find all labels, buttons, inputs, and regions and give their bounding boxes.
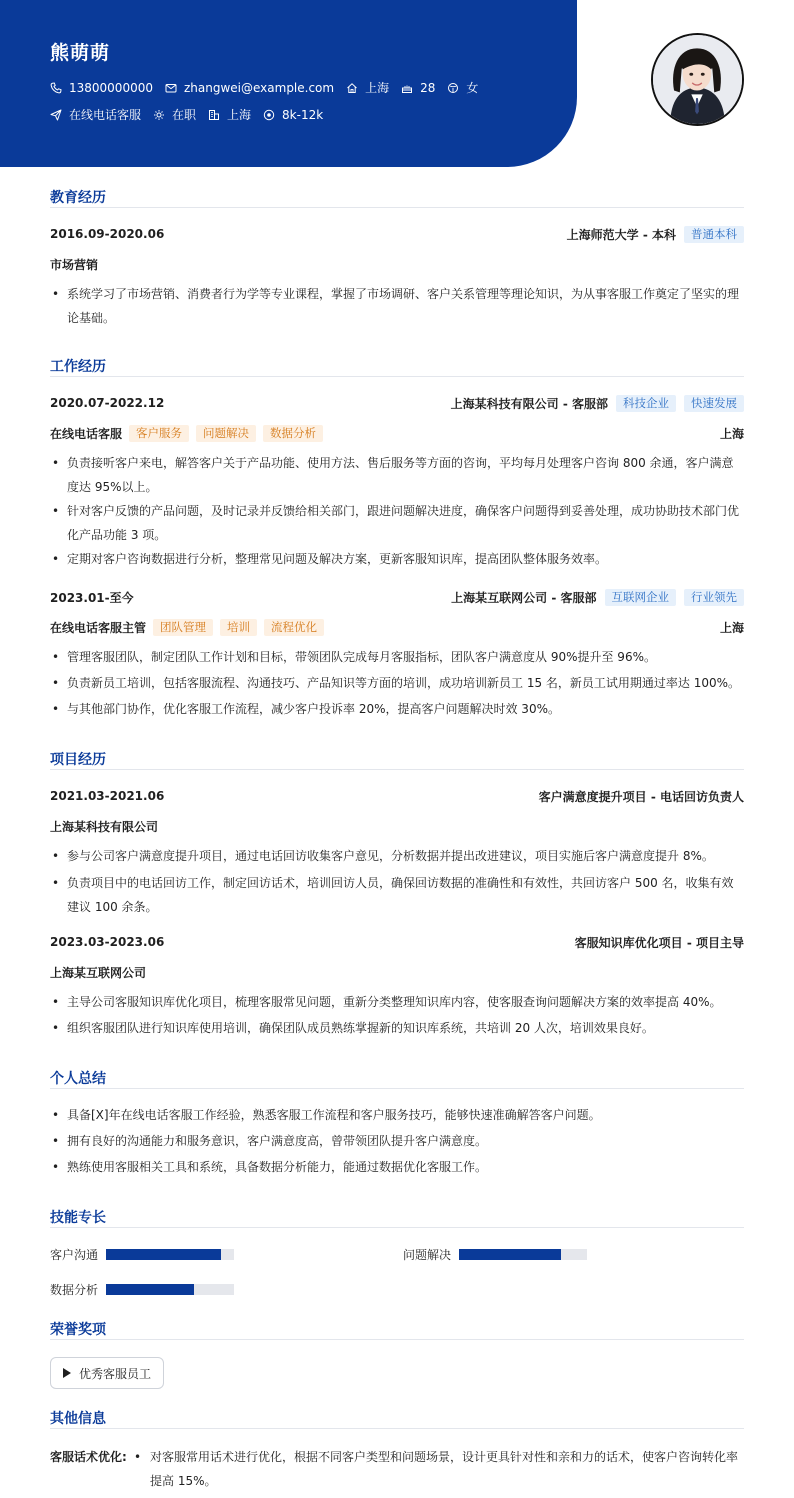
phone-text: 13800000000 xyxy=(69,81,153,95)
education-section-title: 教育经历 xyxy=(50,190,106,206)
role-tag: 客户服务 xyxy=(129,425,189,442)
gear-icon xyxy=(153,109,165,121)
project-header-row-1 xyxy=(50,787,744,805)
project-company: 上海某互联网公司 xyxy=(50,965,147,980)
target-job-info xyxy=(50,107,141,123)
section-divider xyxy=(50,769,744,770)
skill-bar-fill xyxy=(106,1249,221,1260)
gender-text: 女 xyxy=(466,81,479,95)
work-section-title: 工作经历 xyxy=(50,359,106,375)
avatar-photo xyxy=(653,35,742,124)
education-school: 上海师范大学 - 本科 xyxy=(566,227,676,242)
skill-name: 客户沟通 xyxy=(50,1248,99,1262)
cake-icon xyxy=(401,82,413,94)
other-info-row xyxy=(50,1445,744,1493)
role-tag: 数据分析 xyxy=(263,425,323,442)
project-bullet: • 主导公司客服知识库优化项目，梳理客服常见问题，重新分类整理知识库内容，使客服查询问题解决方案的效率提高 40%。 xyxy=(50,990,744,1014)
skill-bar-fill xyxy=(459,1249,561,1260)
education-major: 市场营销 xyxy=(50,257,99,272)
awards-section-title: 荣誉奖项 xyxy=(50,1322,106,1338)
skill-item xyxy=(50,1246,234,1263)
section-divider xyxy=(50,207,744,208)
education-period: 2016.09-2020.06 xyxy=(50,227,165,241)
project-name: 客户满意度提升项目 - 电话回访负责人 xyxy=(538,789,744,804)
target-city-text: 上海 xyxy=(227,108,252,122)
work-period: 2023.01-至今 xyxy=(50,590,134,605)
age-text: 28 xyxy=(420,81,436,95)
project-name: 客服知识库优化项目 - 项目主导 xyxy=(574,935,744,950)
skill-name: 数据分析 xyxy=(50,1283,99,1297)
summary-section-title: 个人总结 xyxy=(50,1071,106,1087)
role-tag: 培训 xyxy=(220,619,257,636)
section-divider xyxy=(50,376,744,377)
company-tag: 行业领先 xyxy=(684,589,744,606)
play-triangle-icon xyxy=(63,1368,71,1378)
resume-header xyxy=(0,0,577,167)
phone-icon xyxy=(50,82,62,94)
projects-section-title: 项目经历 xyxy=(50,752,106,768)
skills-section-title: 技能专长 xyxy=(50,1210,106,1226)
work-period: 2020.07-2022.12 xyxy=(50,396,165,410)
project-company: 上海某科技有限公司 xyxy=(50,819,159,834)
project-header-row-2 xyxy=(50,933,744,951)
work-role-group xyxy=(50,425,323,442)
education-major-row xyxy=(50,255,744,273)
project-period: 2021.03-2021.06 xyxy=(50,789,165,803)
section-divider xyxy=(50,1339,744,1340)
contact-row xyxy=(50,80,490,96)
company-tag: 科技企业 xyxy=(616,395,676,412)
project-company-row-1 xyxy=(50,817,744,835)
phone-info xyxy=(50,80,153,96)
project-company-row-2 xyxy=(50,963,744,981)
work-role-group xyxy=(50,619,324,636)
gender-icon xyxy=(447,82,459,94)
job-intent-row xyxy=(50,107,335,123)
role-tag: 团队管理 xyxy=(153,619,213,636)
home-icon xyxy=(346,82,358,94)
building-icon xyxy=(208,109,220,121)
education-school-group xyxy=(567,226,744,243)
location-info xyxy=(346,80,389,96)
section-divider xyxy=(50,1088,744,1089)
salary-info xyxy=(263,107,323,123)
work-header-row-1 xyxy=(50,394,744,412)
coin-icon xyxy=(263,109,275,121)
summary-bullet: • 具备[X]年在线电话客服工作经验，熟悉客服工作流程和客户服务技巧，能够快速准确解答客户问题。 xyxy=(50,1103,744,1127)
summary-bullet: • 拥有良好的沟通能力和服务意识，客户满意度高，曾带领团队提升客户满意度。 xyxy=(50,1129,744,1153)
work-company: 上海某科技有限公司 - 客服部 xyxy=(450,396,608,411)
work-bullet: • 负责新员工培训，包括客服流程、沟通技巧、产品知识等方面的培训，成功培训新员工 15 名，新员工试用期通过率达 100%。 xyxy=(50,671,744,695)
email-info xyxy=(165,80,334,96)
skill-item xyxy=(403,1246,587,1263)
target-city-info xyxy=(208,107,251,123)
skill-name: 问题解决 xyxy=(403,1248,452,1262)
email-text: zhangwei@example.com xyxy=(183,81,335,95)
work-bullet: • 管理客服团队，制定团队工作计划和目标，带领团队完成每月客服指标，团队客户满意度从 90%提升至 96%。 xyxy=(50,645,744,669)
work-company: 上海某互联网公司 - 客服部 xyxy=(451,590,597,605)
candidate-name: 熊萌萌 xyxy=(50,42,111,64)
summary-bullet: • 熟练使用客服相关工具和系统，具备数据分析能力，能通过数据优化客服工作。 xyxy=(50,1155,744,1179)
skill-bar xyxy=(459,1249,587,1260)
work-bullet: • 针对客户反馈的产品问题，及时记录并反馈给相关部门，跟进问题解决进度，确保客户问题得到妥善处理，成功协助技术部门优化产品功能 3 项。 xyxy=(50,499,744,547)
gender-info xyxy=(447,80,478,96)
work-role-row-1 xyxy=(50,424,744,442)
work-role: 在线电话客服主管 xyxy=(50,620,147,635)
salary-text: 8k-12k xyxy=(282,108,324,122)
award-item xyxy=(50,1357,164,1389)
status-text: 在职 xyxy=(172,108,197,122)
education-tag: 普通本科 xyxy=(684,226,744,243)
project-bullet: • 参与公司客户满意度提升项目，通过电话回访收集客户意见，分析数据并提出改进建议，项目实施后客户满意度提升 8%。 xyxy=(50,844,744,868)
mail-icon xyxy=(165,82,177,94)
company-tag: 互联网企业 xyxy=(605,589,677,606)
avatar xyxy=(651,33,744,126)
location-text: 上海 xyxy=(365,81,390,95)
role-tag: 问题解决 xyxy=(196,425,256,442)
project-period: 2023.03-2023.06 xyxy=(50,935,165,949)
project-bullet: • 负责项目中的电话回访工作，制定回访话术，培训回访人员，确保回访数据的准确性和有效性，共回访客户 500 名，收集有效建议 100 余条。 xyxy=(50,871,744,919)
other-section-title: 其他信息 xyxy=(50,1411,106,1427)
work-role: 在线电话客服 xyxy=(50,426,123,441)
section-divider xyxy=(50,1428,744,1429)
education-bullet: • 系统学习了市场营销、消费者行为学等专业课程，掌握了市场调研、客户关系管理等理论知识，为从事客服工作奠定了坚实的理论基础。 xyxy=(50,282,744,330)
section-divider xyxy=(50,1227,744,1228)
target-job-text: 在线电话客服 xyxy=(69,108,142,122)
work-company-group xyxy=(451,589,744,606)
skill-bar xyxy=(106,1249,234,1260)
send-icon xyxy=(50,109,62,121)
education-header-row xyxy=(50,225,744,243)
project-bullet: • 组织客服团队进行知识库使用培训，确保团队成员熟练掌握新的知识库系统，共培训 20 人次，培训效果良好。 xyxy=(50,1016,744,1040)
other-text: • 对客服常用话术进行优化，根据不同客户类型和问题场景，设计更具针对性和亲和力的话术，使客户咨询转化率提高 15%。 xyxy=(134,1445,744,1493)
work-header-row-2 xyxy=(50,588,744,606)
award-text: 优秀客服员工 xyxy=(79,1366,152,1381)
other-label: 客服话术优化: xyxy=(50,1450,127,1464)
work-role-row-2 xyxy=(50,618,744,636)
skill-bar xyxy=(106,1284,234,1295)
age-info xyxy=(401,80,435,96)
work-bullet: • 定期对客户咨询数据进行分析，整理常见问题及解决方案，更新客服知识库，提高团队整体服务效率。 xyxy=(50,547,744,571)
company-tag: 快速发展 xyxy=(684,395,744,412)
work-bullet: • 负责接听客户来电，解答客户关于产品功能、使用方法、售后服务等方面的咨询，平均每月处理客户咨询 800 余通，客户满意度达 95%以上。 xyxy=(50,451,744,499)
skill-bar-fill xyxy=(106,1284,194,1295)
work-bullet: • 与其他部门协作，优化客服工作流程，减少客户投诉率 20%，提高客户问题解决时效 30%。 xyxy=(50,697,744,721)
skill-item xyxy=(50,1281,234,1298)
status-info xyxy=(153,107,196,123)
role-tag: 流程优化 xyxy=(264,619,324,636)
work-city: 上海 xyxy=(719,426,744,441)
work-company-group xyxy=(451,395,744,412)
work-city: 上海 xyxy=(719,620,744,635)
